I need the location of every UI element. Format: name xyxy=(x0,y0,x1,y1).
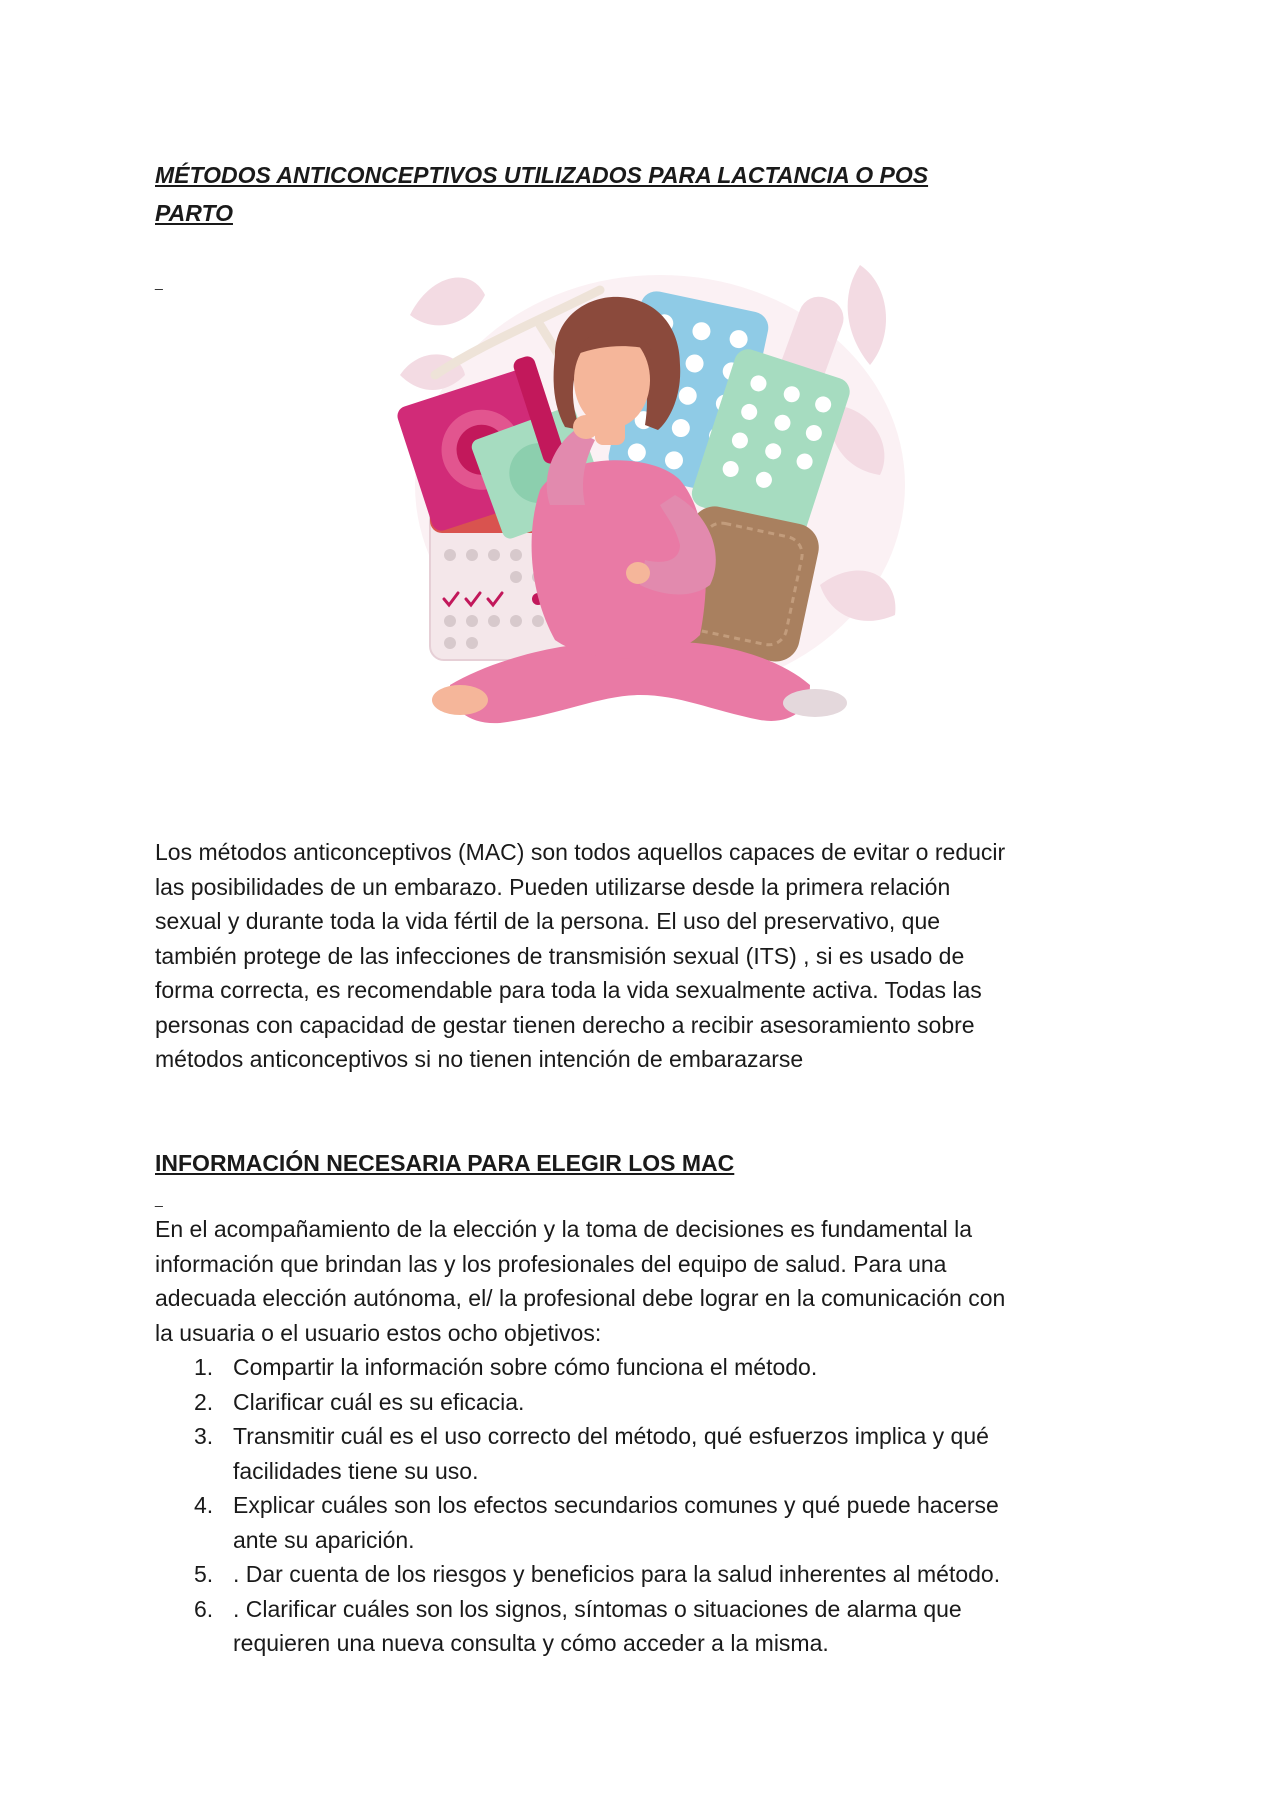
list-item-number: 2. xyxy=(194,1388,214,1415)
list-item xyxy=(155,1419,1155,1488)
document-title-line-2: PARTO xyxy=(155,200,233,226)
list-item-number: 6. xyxy=(194,1595,214,1622)
intro-line: forma correcta, es recomendable para toda la vida sexualmente activa. Todas las xyxy=(155,977,982,1003)
section-line: adecuada elección autónoma, el/ la profesional debe lograr en la comunicación con xyxy=(155,1285,1006,1311)
list-item-number: 3. xyxy=(194,1423,214,1449)
intro-line: también protege de las infecciones de transmisión sexual (ITS) , si es usado de xyxy=(155,942,965,969)
list-item-text: facilidades tiene su uso. xyxy=(233,1457,479,1484)
document-title-line-1: MÉTODOS ANTICONCEPTIVOS UTILIZADOS PARA LACTANCIA O POS xyxy=(155,162,929,188)
intro-line: personas con capacidad de gestar tienen derecho a recibir asesoramiento sobre xyxy=(155,1011,975,1038)
list-item-text: . Dar cuenta de los riesgos y beneficios para la salud inherentes al método. xyxy=(233,1561,1001,1587)
section-heading: INFORMACIÓN NECESARIA PARA ELEGIR LOS MAC xyxy=(155,1150,735,1176)
list-item-text: Transmitir cuál es el uso correcto del método, qué esfuerzos implica y qué xyxy=(233,1423,989,1449)
section-line: En el acompañamiento de la elección y la toma de decisiones es fundamental la xyxy=(155,1216,972,1242)
list-item xyxy=(155,1592,1155,1661)
list-item-number: 1. xyxy=(194,1354,214,1380)
intro-line: sexual y durante toda la vida fértil de la persona. El uso del preservativo, que xyxy=(155,908,941,934)
list-item-text: . Clarificar cuáles son los signos, síntomas o situaciones de alarma que xyxy=(233,1595,962,1622)
list-item-text: requieren una nueva consulta y cómo acceder a la misma. xyxy=(233,1630,829,1656)
list-item-number: 4. xyxy=(194,1492,214,1518)
list-item-text: Clarificar cuál es su eficacia. xyxy=(233,1388,525,1415)
intro-line: métodos anticonceptivos si no tienen intención de embarazarse xyxy=(155,1046,804,1072)
list-item-text: Compartir la información sobre cómo funciona el método. xyxy=(233,1354,818,1380)
section-line: información que brindan las y los profesionales del equipo de salud. Para una xyxy=(155,1250,947,1277)
separator-mark: _ xyxy=(155,1191,163,1207)
list-item-text: Explicar cuáles son los efectos secundarios comunes y qué puede hacerse xyxy=(233,1492,999,1518)
list-item xyxy=(155,1488,1155,1557)
list-item-text: ante su aparición. xyxy=(233,1526,415,1553)
objectives-list xyxy=(155,1350,1155,1661)
intro-paragraph xyxy=(155,835,1145,1077)
section-line: la usuaria o el usuario estos ocho objetivos: xyxy=(155,1319,602,1346)
intro-line: las posibilidades de un embarazo. Pueden utilizarse desde la primera relación xyxy=(155,873,951,900)
separator-mark: _ xyxy=(155,274,163,290)
section-paragraph xyxy=(155,1212,1145,1350)
list-item xyxy=(155,1385,1155,1420)
list-item-number: 5. xyxy=(194,1561,214,1587)
list-item xyxy=(155,1350,1155,1385)
intro-line: Los métodos anticonceptivos (MAC) son todos aquellos capaces de evitar o reducir xyxy=(155,839,1006,865)
document-title xyxy=(155,156,1115,232)
woman-contraceptives-illustration xyxy=(390,255,910,750)
list-item xyxy=(155,1557,1155,1592)
